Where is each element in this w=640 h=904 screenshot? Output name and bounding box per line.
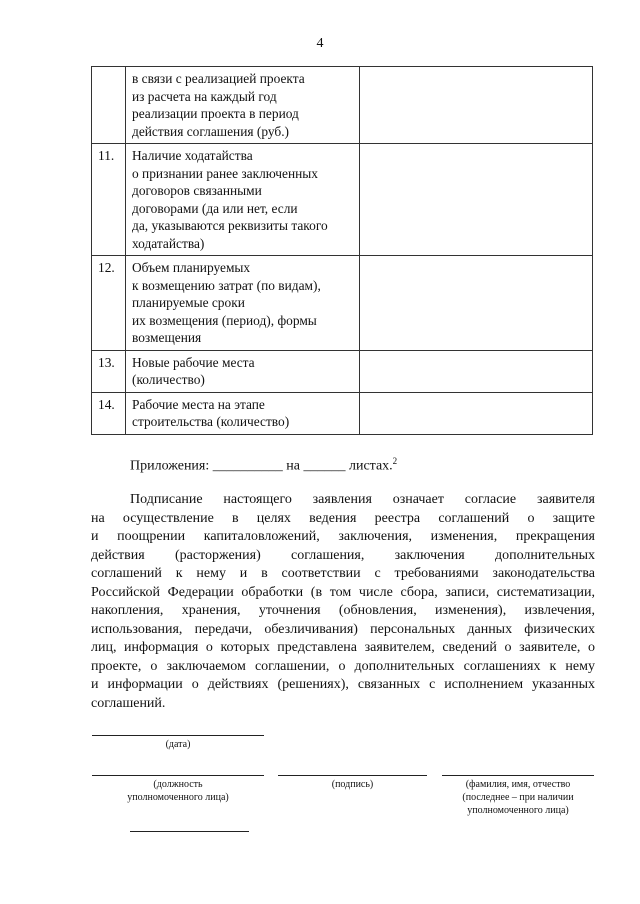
paragraph-line: Российской Федерации обработки (в том числе сбора, записи, систематизации,	[91, 584, 595, 600]
row-description	[126, 67, 360, 144]
description-line: Новые рабочие места	[132, 354, 255, 370]
table-row	[92, 256, 593, 351]
paragraph-line: проекте, о заключаемом соглашении, о дополнительных соглашениях к нему	[91, 658, 595, 674]
row-number: 11.	[92, 144, 126, 256]
position-caption-line: (должность	[153, 779, 203, 790]
row-value	[360, 392, 593, 434]
paragraph-line: действия (расторжения) соглашения, заключения дополнительных	[91, 547, 595, 563]
paragraph-line: соглашений.	[91, 695, 166, 711]
paragraph-line: на осуществление в целях ведения реестра соглашений о защите	[91, 510, 595, 526]
paragraph-line: накопления, хранения, уточнения (обновления, изменения), извлечения,	[91, 603, 595, 618]
table-row	[92, 67, 593, 144]
row-description	[126, 256, 360, 351]
appendix-line	[130, 456, 397, 475]
row-description	[126, 350, 360, 392]
name-line	[442, 775, 594, 776]
description-line: договоров связанными	[132, 183, 262, 198]
position-line	[92, 775, 264, 776]
description-line: ходатайства)	[132, 235, 205, 251]
table-row	[92, 350, 593, 392]
name-caption	[436, 778, 600, 817]
row-description	[126, 144, 360, 256]
position-caption-line: уполномоченного лица)	[127, 792, 229, 803]
footnote-mark: 2	[392, 456, 398, 466]
description-line: планируемые сроки	[132, 295, 245, 310]
paragraph-line: лиц, информация о которых представлена заявителем, сведений о заявителе, о	[91, 640, 595, 655]
paragraph-line: использования, передачи, обезличивания) персональных данных физических	[91, 621, 595, 637]
description-line: строительства (количество)	[132, 414, 290, 429]
name-caption-line: уполномоченного лица)	[467, 805, 569, 816]
description-line: Наличие ходатайства	[132, 148, 253, 163]
description-line: к возмещению затрат (по видам),	[132, 277, 321, 293]
row-description	[126, 392, 360, 434]
description-line: в связи с реализацией проекта	[132, 71, 305, 86]
description-line: из расчета на каждый год	[132, 88, 277, 104]
description-line: договорами (да или нет, если	[132, 200, 298, 216]
consent-paragraph	[91, 491, 595, 713]
table-row	[92, 392, 593, 434]
description-line: да, указываются реквизиты такого	[132, 218, 328, 233]
row-value	[360, 67, 593, 144]
appendix-text: Приложения: __________ на ______ листах.	[130, 458, 393, 474]
date-caption: (дата)	[165, 739, 191, 750]
description-line: реализации проекта в период	[132, 106, 299, 121]
row-value	[360, 144, 593, 256]
signature-line	[278, 775, 427, 776]
name-caption-line: (последнее – при наличии	[462, 792, 574, 803]
extra-line	[130, 831, 249, 832]
signature-caption: (подпись)	[331, 779, 374, 790]
application-table	[91, 66, 593, 435]
paragraph-line: и поощрении капиталовложений, заключения, изменения, прекращения	[91, 529, 595, 544]
row-number: 13.	[92, 350, 126, 392]
date-line	[92, 735, 264, 736]
table-row	[92, 144, 593, 256]
row-value	[360, 256, 593, 351]
description-line: возмещения	[132, 330, 202, 345]
paragraph-line: и информации о действиях (решениях), связанных с исполнением указанных	[91, 677, 595, 692]
description-line: о признании ранее заключенных	[132, 165, 318, 181]
description-line: действия соглашения (руб.)	[132, 123, 289, 139]
row-number	[92, 67, 126, 144]
paragraph-line: соглашений к нему и в соответствии с требованиями законодательства	[91, 566, 595, 581]
name-caption-line: (фамилия, имя, отчество	[465, 779, 571, 790]
row-value	[360, 350, 593, 392]
row-number: 14.	[92, 392, 126, 434]
position-caption	[92, 778, 264, 804]
description-line: (количество)	[132, 372, 205, 387]
description-line: Объем планируемых	[132, 260, 251, 275]
page-number: 4	[316, 36, 324, 51]
row-number: 12.	[92, 256, 126, 351]
description-line: их возмещения (период), формы	[132, 312, 317, 328]
paragraph-line: Подписание настоящего заявления означает согласие заявителя	[130, 492, 595, 507]
description-line: Рабочие места на этапе	[132, 396, 265, 412]
